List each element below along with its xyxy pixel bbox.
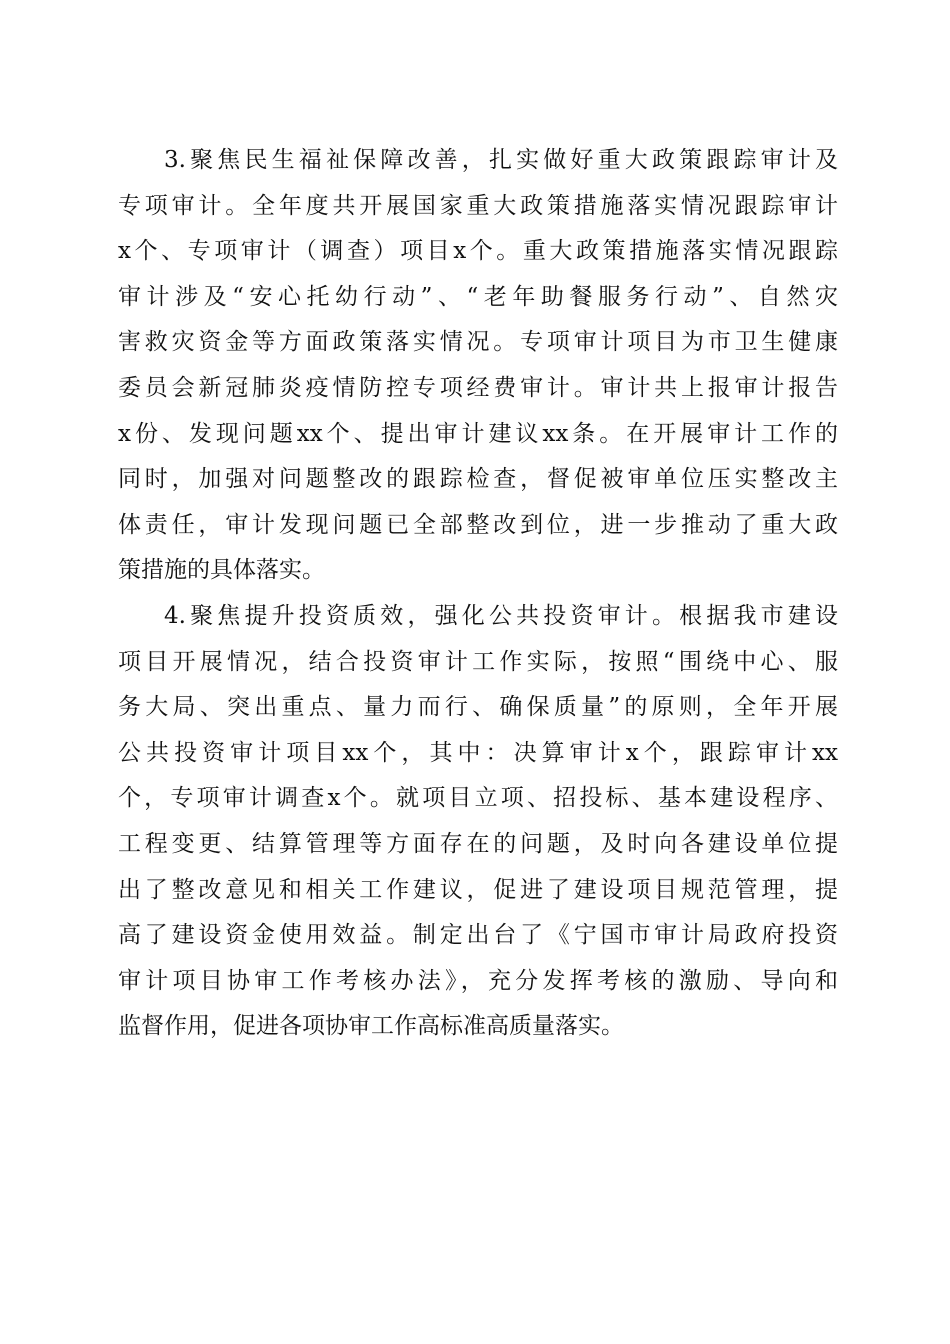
paragraph-line: 项目开展情况，结合投资审计工作实际，按照“围绕中心、服 [118, 648, 838, 675]
paragraph-line: x份、发现问题xx个、提出审计建议xx条。在开展审计工作的 [118, 420, 838, 447]
paragraph-line: 害救灾资金等方面政策落实情况。专项审计项目为市卫生健康 [118, 329, 838, 356]
paragraph-line: x个、专项审计（调查）项目x个。重大政策措施落实情况跟踪 [118, 238, 838, 265]
paragraph-line: 审计涉及“安心托幼行动”、“老年助餐服务行动”、自然灾 [118, 283, 838, 310]
paragraph-4-investment-audit [118, 594, 838, 1050]
paragraph-line: 务大局、突出重点、量力而行、确保质量”的原则，全年开展 [118, 694, 838, 721]
paragraph-line: 出了整改意见和相关工作建议，促进了建设项目规范管理，提 [118, 876, 838, 903]
paragraph-line: 审计项目协审工作考核办法》，充分发挥考核的激励、导向和 [118, 967, 838, 994]
paragraph-line: 体责任，审计发现问题已全部整改到位，进一步推动了重大政 [118, 511, 838, 538]
paragraph-line: 委员会新冠肺炎疫情防控专项经费审计。审计共上报审计报告 [118, 374, 838, 401]
paragraph-line: 策措施的具体落实。 [118, 557, 325, 584]
paragraph-line: 个，专项审计调查x个。就项目立项、招投标、基本建设程序、 [118, 785, 838, 812]
paragraph-line: 公共投资审计项目xx个，其中：决算审计x个，跟踪审计xx [118, 739, 838, 766]
paragraph-line: 高了建设资金使用效益。制定出台了《宁国市审计局政府投资 [118, 922, 838, 949]
paragraph-line: 专项审计。全年度共开展国家重大政策措施落实情况跟踪审计 [118, 192, 838, 219]
paragraph-line: 监督作用，促进各项协审工作高标准高质量落实。 [118, 1013, 624, 1040]
paragraph-3-livelihood-audit [118, 138, 838, 594]
document-body [118, 138, 838, 1050]
paragraph-line: 工程变更、结算管理等方面存在的问题，及时向各建设单位提 [118, 830, 838, 857]
paragraph-line: 4.聚焦提升投资质效，强化公共投资审计。根据我市建设 [164, 602, 838, 629]
paragraph-line: 3.聚焦民生福祉保障改善，扎实做好重大政策跟踪审计及 [164, 147, 838, 173]
paragraph-line: 同时，加强对问题整改的跟踪检查，督促被审单位压实整改主 [118, 466, 838, 493]
